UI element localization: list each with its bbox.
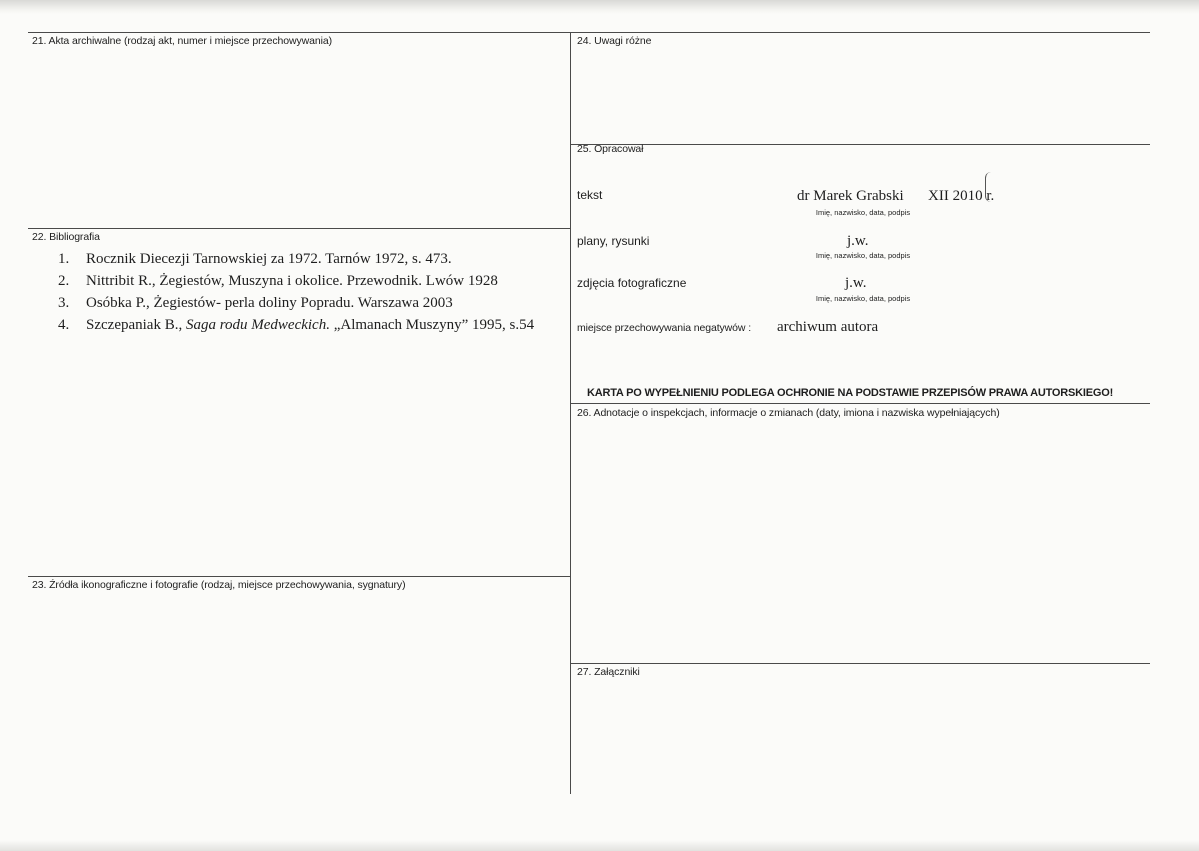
caption-name-date-signature: Imię, nazwisko, data, podpis — [815, 294, 911, 303]
negatives-location-label: miejsce przechowywania negatywów : — [577, 322, 752, 334]
bibliography-item-text: Rocznik Diecezji Tarnowskiej za 1972. Tarnów 1972, s. 473. — [86, 251, 452, 267]
bibliography-item — [58, 270, 534, 292]
top-border-line — [28, 32, 1150, 33]
section-21-label: 21. Akta archiwalne (rodzaj akt, numer i miejsce przechowywania) — [32, 35, 332, 47]
author-date: XII 2010 r. — [928, 188, 995, 204]
caption-name-date-signature: Imię, nazwisko, data, podpis — [815, 208, 911, 217]
divider-26-27 — [570, 663, 1150, 664]
bibliography-item — [58, 314, 534, 336]
divider-21-22 — [28, 228, 570, 229]
section-23-label: 23. Źródła ikonograficzne i fotografie (rodzaj, miejsce przechowywania, sygnatury) — [32, 579, 406, 591]
bibliography-list — [58, 248, 534, 336]
section-27-label: 27. Załączniki — [577, 666, 640, 678]
bibliography-source: „Almanach Muszyny” 1995, s.54 — [329, 317, 535, 333]
center-divider — [570, 32, 571, 794]
bibliography-item — [58, 248, 534, 270]
photos-author: j.w. — [845, 275, 867, 291]
row-label-text: tekst — [577, 188, 603, 202]
signature-mark — [985, 172, 994, 202]
bibliography-item-number: 4. — [58, 317, 70, 333]
bibliography-item-number: 2. — [58, 273, 70, 289]
plans-author: j.w. — [847, 233, 869, 249]
row-label-photos: zdjęcia fotograficzne — [577, 276, 687, 290]
author-name: dr Marek Grabski — [797, 188, 904, 204]
divider-22-23 — [28, 576, 570, 577]
row-label-plans: plany, rysunki — [577, 234, 650, 248]
section-26-label: 26. Adnotacje o inspekcjach, informacje o zmianach (daty, imiona i nazwiska wypełniających) — [577, 407, 1000, 419]
copyright-notice: KARTA PO WYPEŁNIENIU PODLEGA OCHRONIE NA PODSTAWIE PRZEPISÓW PRAWA AUTORSKIEGO! — [587, 387, 1114, 399]
bibliography-item-number: 3. — [58, 295, 70, 311]
bibliography-item-text: Nittribit R., Żegiestów, Muszyna i okolice. Przewodnik. Lwów 1928 — [86, 273, 498, 289]
scan-bottom-edge — [0, 840, 1199, 851]
section-24-label: 24. Uwagi różne — [577, 35, 652, 47]
bibliography-item-text: Osóbka P., Żegiestów- perla doliny Popradu. Warszawa 2003 — [86, 295, 453, 311]
bibliography-item-number: 1. — [58, 251, 70, 267]
bibliography-item-text — [86, 314, 534, 336]
caption-name-date-signature: Imię, nazwisko, data, podpis — [815, 251, 911, 260]
section-22-label: 22. Bibliografia — [32, 231, 100, 243]
divider-25-26 — [570, 403, 1150, 404]
negatives-location-value: archiwum autora — [777, 319, 879, 335]
bibliography-item — [58, 292, 534, 314]
scan-top-edge — [0, 0, 1199, 14]
bibliography-author: Szczepaniak B., — [86, 317, 186, 333]
section-25-label: 25. Opracował — [577, 143, 644, 155]
divider-24-25 — [570, 144, 1150, 145]
bibliography-title-italic: Saga rodu Medweckich. — [185, 317, 330, 333]
